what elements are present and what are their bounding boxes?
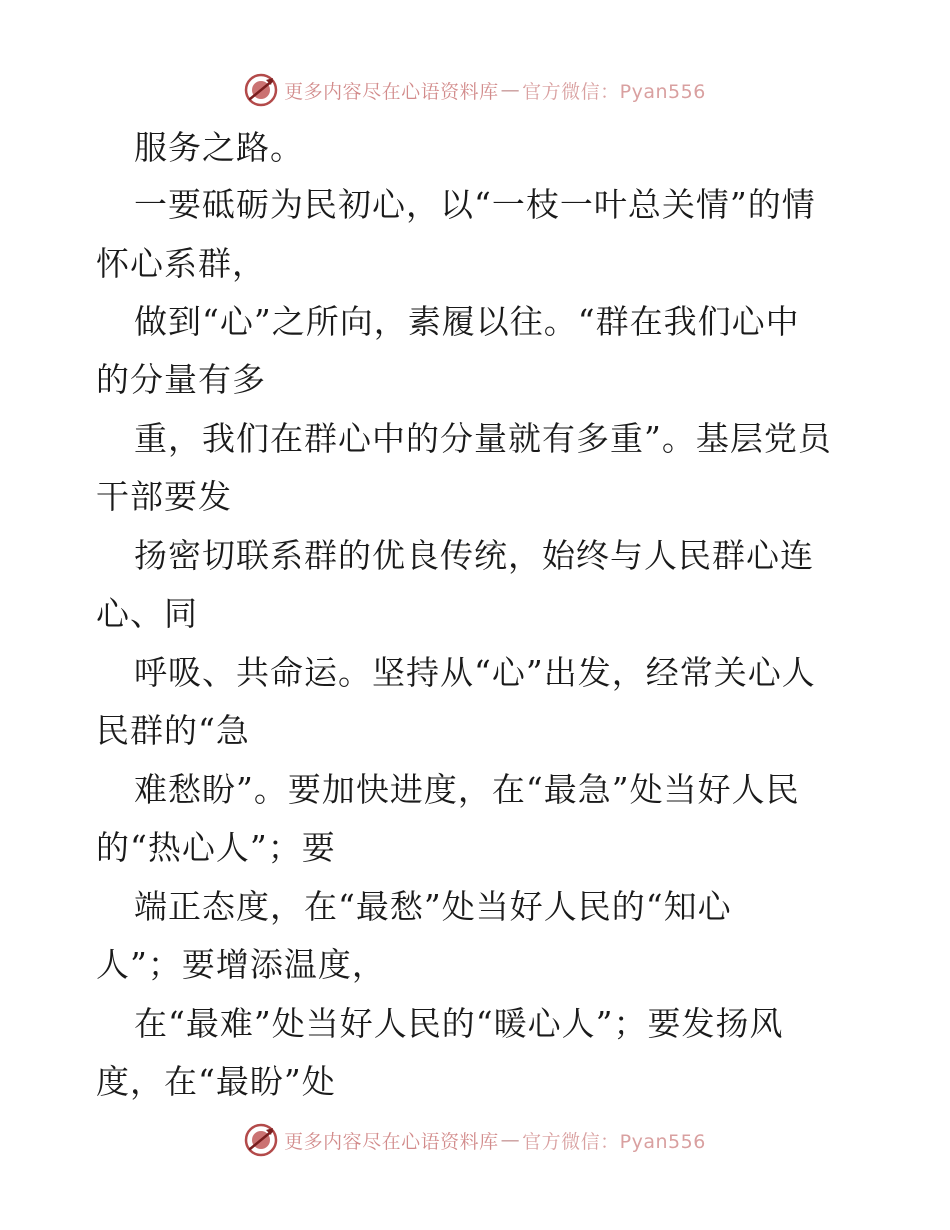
body-line: 度，在“最盼”处 xyxy=(96,1062,336,1101)
watermark-separator: — xyxy=(500,79,521,101)
body-line: 端正态度，在“最愁”处当好人民的“知心 xyxy=(134,887,732,926)
body-line: 服务之路。 xyxy=(134,128,304,167)
watermark-text: 更多内容尽在心语资料库 xyxy=(284,80,499,103)
watermark-wechat: 官方微信：Pyan556 xyxy=(522,1130,706,1153)
brand-logo-icon xyxy=(244,73,278,107)
body-line: 民群的“急 xyxy=(96,711,250,750)
body-line: 心、同 xyxy=(96,594,198,633)
body-line: 一要砥砺为民初心，以“一枝一叶总关情”的情 xyxy=(134,185,816,224)
body-line: 难愁盼”。要加快进度，在“最急”处当好人民 xyxy=(134,770,800,809)
body-line: 人”；要增添温度， xyxy=(96,945,386,984)
body-line: 的分量有多 xyxy=(96,360,266,399)
body-line: 呼吸、共命运。坚持从“心”出发，经常关心人 xyxy=(134,653,816,692)
header-watermark xyxy=(0,70,950,110)
watermark-separator: — xyxy=(500,1129,521,1151)
body-line: 重，我们在群心中的分量就有多重”。基层党员 xyxy=(134,419,832,458)
body-line: 在“最难”处当好人民的“暖心人”；要发扬风 xyxy=(134,1004,784,1043)
brand-logo-icon xyxy=(244,1123,278,1157)
body-line: 扬密切联系群的优良传统，始终与人民群心连 xyxy=(134,536,814,575)
watermark-text: 更多内容尽在心语资料库 xyxy=(284,1130,499,1153)
body-line: 怀心系群， xyxy=(96,244,266,283)
body-line: 的“热心人”；要 xyxy=(96,828,336,867)
watermark-wechat: 官方微信：Pyan556 xyxy=(522,80,706,103)
body-line: 干部要发 xyxy=(96,477,232,516)
footer-watermark xyxy=(0,1120,950,1160)
body-line: 做到“心”之所向，素履以往。“群在我们心中 xyxy=(134,302,800,341)
